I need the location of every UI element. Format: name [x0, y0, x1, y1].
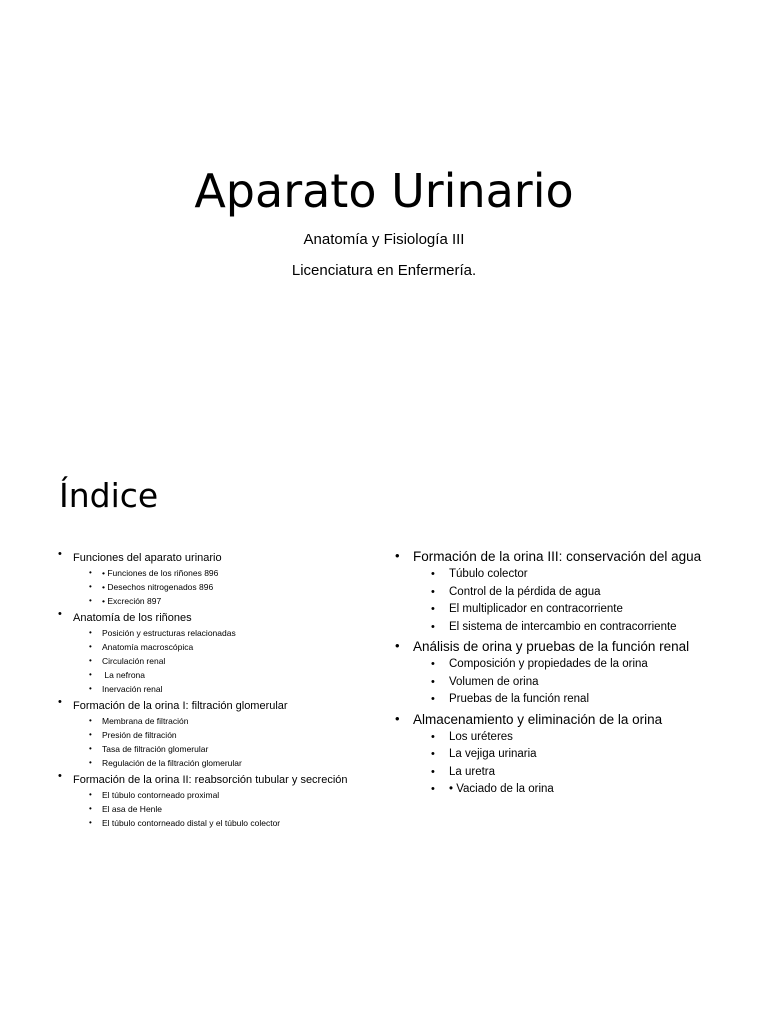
bullet-icon: • [431, 730, 435, 743]
bullet-icon: • [431, 568, 435, 580]
index-subsection [73, 788, 388, 802]
index-section [58, 696, 388, 770]
index-subsection [413, 781, 725, 799]
index-subsection-list [413, 656, 725, 709]
bullet-icon: • [431, 585, 435, 598]
bullet-icon: • [89, 596, 92, 605]
index-slide [0, 400, 768, 1024]
bullet-icon: • [89, 628, 92, 637]
index-subsection-label: Volumen de orina [449, 675, 539, 688]
index-subsection-list [73, 626, 388, 696]
index-section [58, 548, 388, 608]
index-section [395, 638, 725, 709]
bullet-icon: • [89, 744, 92, 753]
bullet-icon: • [431, 693, 435, 705]
index-subsection [413, 601, 725, 619]
index-subsection-list [413, 729, 725, 799]
index-subsection-list [73, 714, 388, 770]
index-subsection-label: El túbulo contorneado distal y el túbulo colector [102, 818, 281, 828]
index-subsection-label: Los uréteres [449, 730, 513, 743]
index-subsection-label: Circulación renal [102, 656, 166, 666]
bullet-icon: • [431, 620, 435, 633]
index-subsection [413, 619, 725, 637]
index-subsection [73, 668, 388, 682]
index-subsection-label: • Desechos nitrogenados 896 [102, 582, 214, 592]
bullet-icon: • [89, 642, 92, 651]
index-subsection [413, 566, 725, 584]
index-right-list [395, 548, 725, 799]
bullet-icon: • [89, 818, 92, 827]
index-subsection-label: • Excreción 897 [102, 596, 162, 606]
bullet-icon: • [431, 783, 435, 795]
bullet-icon: • [89, 582, 92, 591]
index-subsection-label: Regulación de la filtración glomerular [102, 758, 242, 768]
index-left-list [58, 548, 388, 830]
index-left-column [58, 548, 388, 830]
index-section-label: Análisis de orina y pruebas de la función renal [413, 639, 690, 654]
bullet-icon: • [431, 603, 435, 615]
index-subsection-list [73, 566, 388, 608]
bullet-icon: • [89, 758, 92, 767]
bullet-icon: • [58, 548, 62, 560]
index-subsection [413, 746, 725, 764]
index-subsection-label: La vejiga urinaria [449, 748, 537, 760]
bullet-icon: • [58, 696, 62, 708]
index-subsection-label: El multiplicador en contracorriente [449, 603, 623, 615]
bullet-icon: • [395, 710, 400, 726]
index-title: Índice [59, 476, 159, 515]
document-title: Aparato Urinario [194, 164, 574, 218]
bullet-icon: • [395, 638, 400, 653]
index-subsection-label: La uretra [449, 765, 496, 778]
index-subsection-label: El túbulo contorneado proximal [102, 790, 220, 800]
index-subsection-label: La nefrona [102, 670, 146, 680]
index-subsection [413, 729, 725, 747]
index-subsection-label: Posición y estructuras relacionadas [102, 628, 236, 638]
index-subsection-label: Tasa de filtración glomerular [102, 744, 209, 754]
index-subsection [73, 802, 388, 816]
index-subsection-label: • Funciones de los riñones 896 [102, 568, 219, 578]
course-name: Anatomía y Fisiología III [303, 231, 465, 248]
index-section-label: Funciones del aparato urinario [73, 552, 222, 564]
index-subsection [73, 594, 388, 608]
index-subsection [413, 674, 725, 692]
index-section-label: Anatomía de los riñones [73, 612, 192, 624]
index-subsection [413, 764, 725, 782]
index-subsection-label: Inervación renal [102, 684, 163, 694]
index-subsection-label: Presión de filtración [102, 730, 177, 740]
index-section-label: Formación de la orina I: filtración glomerular [73, 700, 288, 712]
bullet-icon: • [431, 675, 435, 688]
bullet-icon: • [89, 656, 92, 665]
index-subsection [73, 566, 388, 580]
bullet-icon: • [89, 730, 92, 739]
bullet-icon: • [431, 765, 435, 778]
index-section-label: Formación de la orina II: reabsorción tubular y secreción [73, 774, 348, 786]
bullet-icon: • [89, 790, 92, 799]
index-subsection [73, 816, 388, 830]
index-section [395, 548, 725, 636]
bullet-icon: • [89, 804, 92, 813]
index-subsection [413, 584, 725, 602]
index-subsection [73, 654, 388, 668]
index-subsection [73, 626, 388, 640]
bullet-icon: • [89, 670, 92, 679]
index-subsection [413, 691, 725, 709]
index-subsection-label: Membrana de filtración [102, 716, 189, 726]
bullet-icon: • [89, 568, 92, 577]
index-subsection [73, 580, 388, 594]
index-subsection [413, 656, 725, 674]
program-name: Licenciatura en Enfermería. [291, 262, 477, 279]
index-subsection-label: Control de la pérdida de agua [449, 585, 601, 598]
index-subsection-list [73, 788, 388, 830]
bullet-icon: • [89, 716, 92, 725]
cover-slide [0, 0, 768, 400]
index-subsection-label: El asa de Henle [102, 804, 163, 814]
bullet-icon: • [89, 684, 92, 693]
bullet-icon: • [431, 658, 435, 670]
index-subsection [73, 742, 388, 756]
index-subsection-label: • Vaciado de la orina [449, 783, 554, 795]
index-section [395, 711, 725, 799]
bullet-icon: • [395, 548, 400, 563]
index-section-label: Formación de la orina III: conservación del agua [413, 549, 702, 564]
index-subsection-label: El sistema de intercambio en contracorriente [449, 620, 677, 633]
index-right-column [395, 548, 725, 801]
index-subsection [73, 682, 388, 696]
index-subsection-label: Túbulo colector [449, 568, 528, 580]
bullet-icon: • [58, 608, 62, 620]
index-section [58, 608, 388, 696]
bullet-icon: • [431, 748, 435, 760]
index-subsection-label: Pruebas de la función renal [449, 693, 590, 705]
index-subsection [73, 640, 388, 654]
bullet-icon: • [58, 770, 62, 782]
index-section-label: Almacenamiento y eliminación de la orina [413, 711, 663, 727]
index-section [58, 770, 388, 830]
index-subsection-label: Anatomía macroscópica [102, 642, 194, 652]
index-subsection-label: Composición y propiedades de la orina [449, 658, 648, 670]
index-subsection [73, 756, 388, 770]
index-subsection [73, 728, 388, 742]
index-subsection-list [413, 566, 725, 636]
index-subsection [73, 714, 388, 728]
